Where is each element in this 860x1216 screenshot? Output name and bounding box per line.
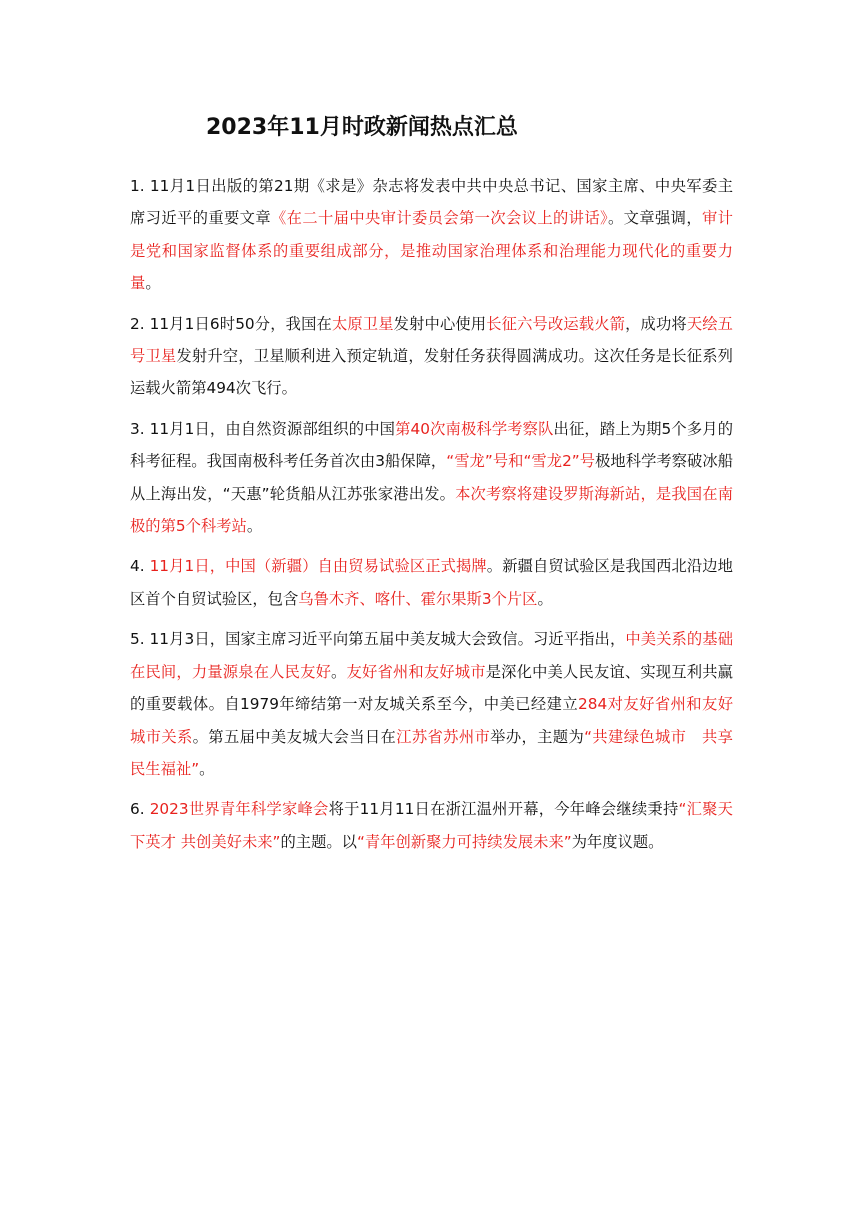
body-text: 5. 11月3日，国家主席习近平向第五届中美友城大会致信。习近平指出， [130,630,626,649]
body-text: 将于11月11日在浙江温州开幕，今年峰会继续秉持 [328,800,679,819]
body-text: 。新疆自贸试验区是我国西北沿边地区首个自贸试验区，包含 [130,557,733,608]
body-text: 。 [331,662,347,681]
news-item [130,550,733,615]
news-item [130,308,733,405]
news-item [130,413,733,543]
body-text: 的主题。以 [280,832,357,851]
body-text: 1. 11月1日出版的第21期《求是》杂志将发表中共中央总书记、国家主席、中央军委主席习近平的重要文章 [130,177,733,228]
body-text: 发射升空，卫星顺利进入预定轨道，发射任务获得圆满成功。这次任务是长征系列运载火箭第494次飞行。 [130,347,733,398]
highlighted-text: 天绘五号卫星 [130,314,733,366]
highlighted-text: 长征六号改运载火箭 [486,314,626,333]
body-text: 。 [246,517,263,536]
highlighted-text: “共建绿色城市 共享民生福祉” [130,727,733,778]
highlighted-text: “雪龙”号和“雪龙2”号 [446,452,596,471]
highlighted-text: 审计是党和国家监督体系的重要组成部分，是推动国家治理体系和治理能力现代化的重要力量 [130,209,733,293]
body-text: 。文章强调， [608,209,702,228]
body-text: 发射中心使用 [393,314,487,333]
body-text: 极地科学考察破冰船从上海出发，“天惠”轮货船从江苏张家港出发。 [130,452,733,503]
highlighted-text: 11月1日，中国（新疆）自由贸易试验区正式揭牌 [149,557,487,576]
news-item [130,623,733,785]
document-body [130,170,733,866]
highlighted-text: 友好省州和友好城市 [346,662,486,681]
highlighted-text: 江苏省苏州市 [396,727,491,746]
document-title: 2023年11月时政新闻热点汇总 [206,115,518,140]
body-text: 。第五届中美友城大会当日在 [192,727,397,746]
highlighted-text: 第40次南极科学考察队 [395,419,554,438]
body-text: 6. [130,800,150,819]
body-text: 。 [145,274,161,293]
body-text: 2. 11月1日6时50分，我国在 [130,314,332,333]
news-item [130,793,733,858]
body-text: 是深化中美人民友谊、实现互利共赢的重要载体。自1979年缔结第一对友城关系至今，中美已经建立 [130,662,733,714]
highlighted-text: 284对友好省州和友好城市关系 [130,695,733,746]
highlighted-text: 《在二十届中央审计委员会第一次会议上的讲话》 [271,209,608,228]
body-text: 。 [199,759,215,778]
highlighted-text: 2023世界青年科学家峰会 [149,800,329,819]
highlighted-text: “汇聚天下英才 共创美好未来” [130,800,733,851]
body-text: 3. 11月1日，由自然资源部组织的中国 [130,419,396,438]
body-text: 为年度议题。 [571,832,664,851]
highlighted-text: 本次考察将建设罗斯海新站，是我国在南极的第5个科考站 [130,484,733,536]
body-text: 出征，踏上为期5个多月的科考征程。我国南极科考任务首次由3船保障， [130,419,734,471]
body-text: ，成功将 [625,314,687,333]
highlighted-text: 乌鲁木齐、喀什、霍尔果斯3个片区 [298,589,538,608]
highlighted-text: “青年创新聚力可持续发展未来” [356,832,572,851]
body-text: 举办，主题为 [490,727,585,746]
body-text: 。 [537,589,553,608]
news-item [130,170,733,300]
highlighted-text: 中美关系的基础在民间，力量源泉在人民友好 [130,630,733,681]
body-text: 4. [130,557,150,576]
highlighted-text: 太原卫星 [331,314,394,333]
